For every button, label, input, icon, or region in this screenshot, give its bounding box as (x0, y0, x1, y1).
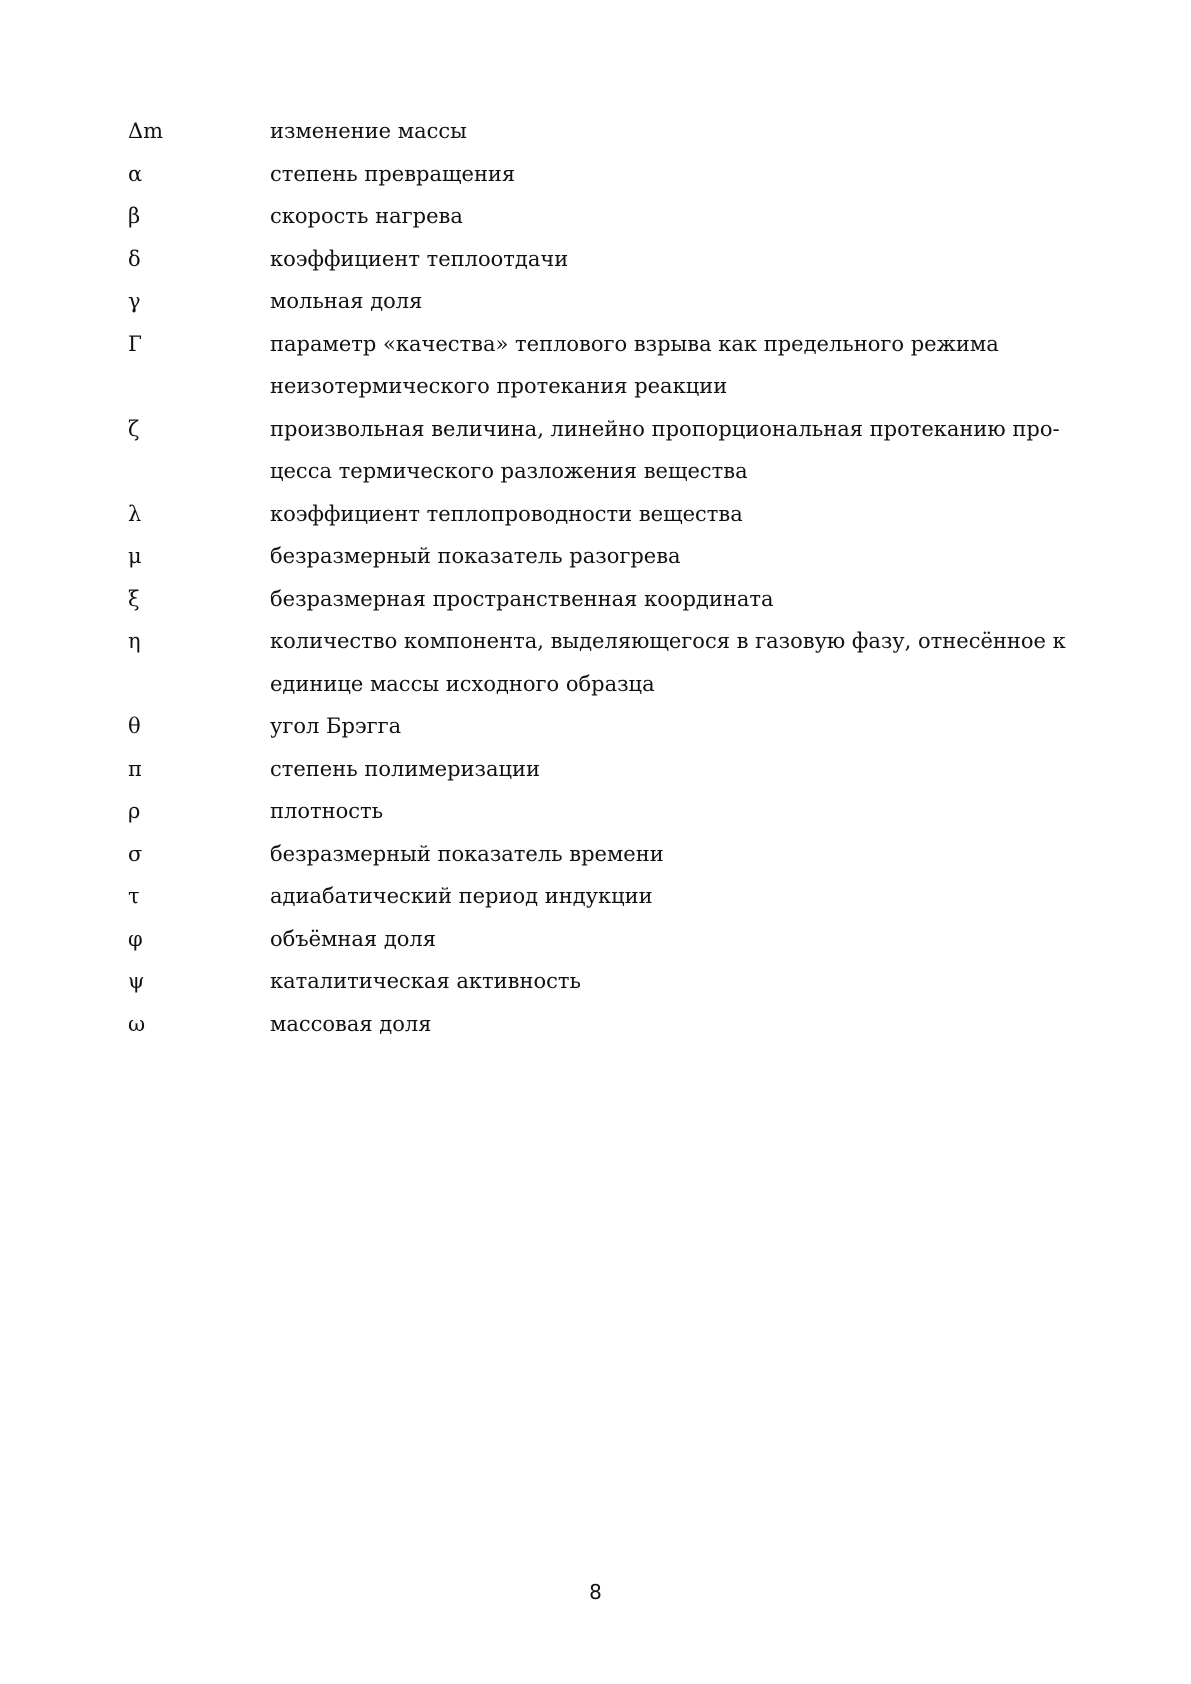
definition-line: безразмерный показатель разогрева (270, 544, 681, 568)
symbol-definition (270, 790, 1058, 833)
symbol-entry (128, 493, 1058, 536)
symbol-definition (270, 238, 1058, 281)
definition-line: степень превращения (270, 161, 516, 186)
symbol-definition (270, 833, 1058, 876)
symbol-entry (128, 705, 1058, 748)
definition-line: изменение массы (270, 119, 467, 143)
definition-line: степень полимеризации (270, 756, 540, 781)
definition-line: произвольная величина, линейно пропорциональная протеканию про- (270, 416, 1060, 441)
symbol-definition (270, 1003, 1058, 1046)
symbol-list (128, 110, 1066, 1045)
symbol-entry (128, 578, 1058, 621)
definition-line: массовая доля (270, 1011, 432, 1036)
symbol-definition (270, 535, 1058, 578)
symbol-definition (270, 408, 1060, 493)
symbol-definition (270, 875, 1058, 918)
symbol-definition (270, 110, 1058, 153)
symbol-entry (128, 153, 1058, 196)
symbol-entry (128, 875, 1058, 918)
symbol-entry (128, 1003, 1058, 1046)
symbol-definition (270, 918, 1058, 961)
symbol: φ (128, 926, 143, 951)
symbol: θ (128, 714, 141, 738)
symbol-entry (128, 280, 1058, 323)
symbol: λ (128, 501, 142, 526)
symbol: μ (128, 544, 142, 568)
definition-line: мольная доля (270, 289, 423, 313)
definition-line: коэффициент теплоотдачи (270, 246, 569, 271)
definition-line: цесса термического разложения вещества (270, 459, 748, 483)
symbol: ζ (128, 416, 140, 441)
definition-line: плотность (270, 799, 384, 823)
definition-line: количество компонента, выделяющегося в газовую фазу, отнесённое к (270, 629, 1066, 653)
definition-line: объёмная доля (270, 926, 437, 951)
symbol-entry (128, 960, 1058, 1003)
definition-line: адиабатический период индукции (270, 884, 653, 908)
symbol: α (128, 161, 143, 186)
symbol-entry (128, 748, 1058, 791)
symbol-entry (128, 535, 1058, 578)
symbol-definition (270, 960, 1058, 1003)
symbol-definition (270, 748, 1058, 791)
symbol: σ (128, 841, 143, 866)
definition-line: единице массы исходного образца (270, 671, 655, 696)
symbol-entry (128, 323, 1058, 408)
symbol-entry (128, 833, 1058, 876)
symbol: β (128, 204, 141, 228)
symbol-entry (128, 408, 1058, 493)
symbol-entry (128, 790, 1058, 833)
definition-line: коэффициент теплопроводности вещества (270, 501, 743, 526)
symbol: ψ (128, 969, 145, 993)
symbol-definition (270, 323, 1058, 408)
symbol: Δm (128, 119, 164, 143)
symbol: δ (128, 246, 141, 271)
definition-line: безразмерная пространственная координата (270, 586, 774, 611)
symbol-definition (270, 578, 1058, 621)
page-number: 8 (589, 1580, 602, 1604)
symbol-definition (270, 195, 1058, 238)
definition-line: безразмерный показатель времени (270, 841, 664, 866)
symbol: Г (128, 331, 142, 356)
symbol-entry (128, 195, 1058, 238)
definition-line: неизотермического протекания реакции (270, 374, 728, 398)
symbol-entry (128, 918, 1058, 961)
symbol: ρ (128, 799, 141, 823)
definition-line: каталитическая активность (270, 969, 581, 993)
symbol: ω (128, 1011, 146, 1036)
symbol-entry (128, 110, 1058, 153)
symbol-definition (270, 493, 1058, 536)
symbol: η (128, 629, 141, 653)
symbol: π (128, 756, 142, 781)
definition-line: параметр «качества» теплового взрыва как предельного режима (270, 331, 999, 356)
symbol-definition (270, 153, 1058, 196)
symbol: ξ (128, 586, 140, 611)
symbol-definition (270, 280, 1058, 323)
symbol-entry (128, 238, 1058, 281)
symbol-definition (270, 705, 1058, 748)
symbol: γ (128, 289, 141, 313)
definition-line: скорость нагрева (270, 204, 463, 228)
definition-line: угол Брэгга (270, 714, 402, 738)
symbol: τ (128, 884, 140, 908)
symbol-definition (270, 620, 1066, 705)
symbol-entry (128, 620, 1066, 705)
